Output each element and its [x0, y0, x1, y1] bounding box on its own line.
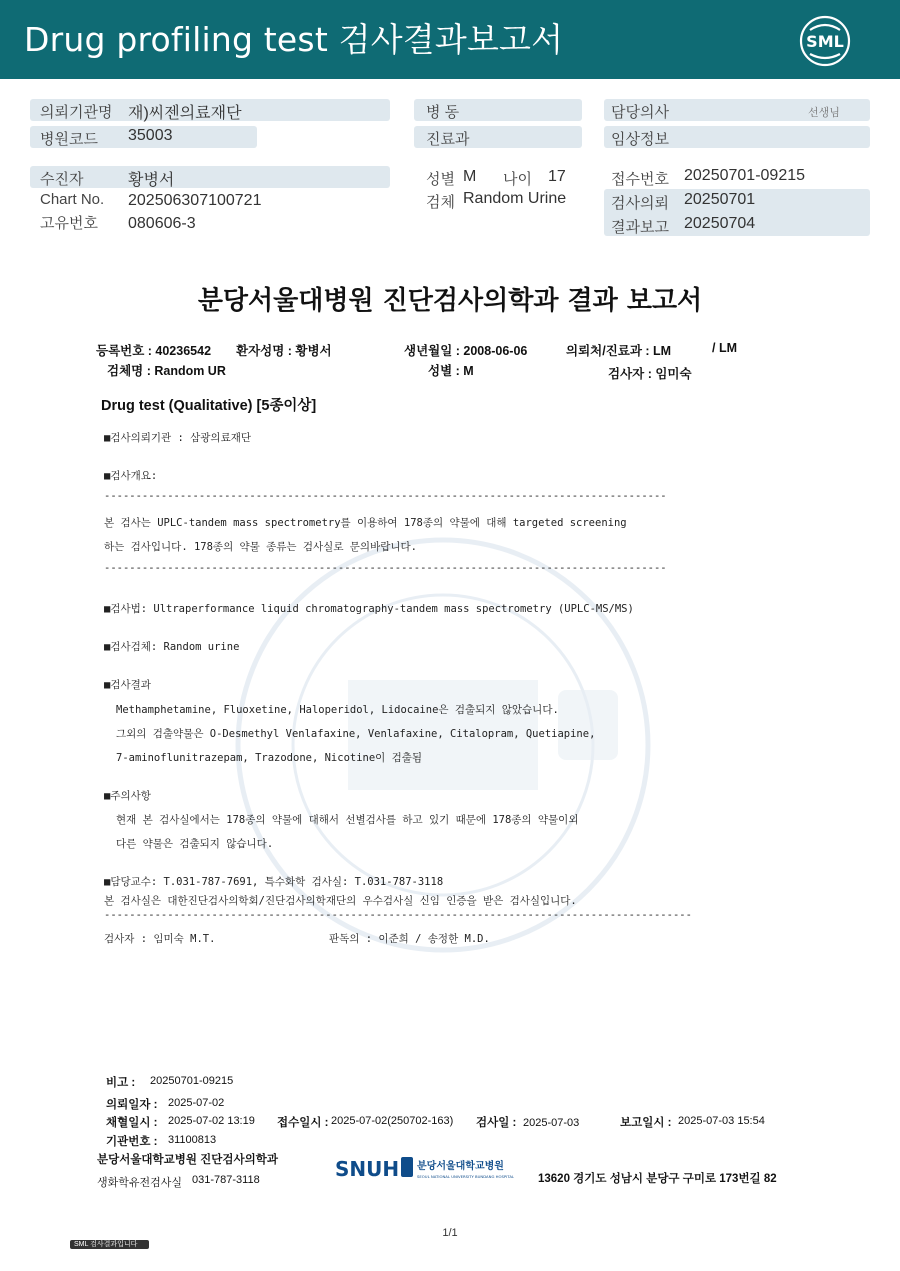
- snuh-logo-mark: [401, 1157, 413, 1177]
- request-value: 20250701: [684, 191, 756, 208]
- meta-specimen: 검체명 : Random UR: [107, 364, 226, 378]
- patient-value: 황병서: [128, 172, 175, 189]
- request-date-value: 2025-07-02: [168, 1097, 225, 1109]
- receipt-value: 20250701-09215: [684, 167, 806, 184]
- note-label: 비고 :: [106, 1077, 136, 1089]
- snuh-logo-name-en: SEOUL NATIONAL UNIVERSITY BUNDANG HOSPITAL: [417, 1174, 515, 1179]
- chart-value: 202506307100721: [128, 192, 262, 209]
- department-label: 진료과: [426, 131, 470, 148]
- snuh-logo-name-ko: 분당서울대학교병원: [417, 1161, 504, 1172]
- chart-label: Chart No.: [40, 191, 105, 208]
- bottom-tab-label: SML 검사결과입니다: [74, 1241, 138, 1248]
- specimen-label: 검체: [426, 194, 455, 211]
- report-time-label: 보고일시 :: [620, 1117, 672, 1129]
- line-institution: ■검사의뢰기관 : 삼광의료재단: [104, 432, 252, 444]
- test-date-value: 2025-07-03: [523, 1117, 580, 1129]
- line-specimen: ■검사검체: Random urine: [104, 641, 240, 653]
- snuh-logo: [335, 1154, 515, 1184]
- bottom-tab: [70, 1240, 149, 1249]
- institution-label: 의뢰기관명: [40, 104, 113, 121]
- page-number: 1/1: [442, 1227, 458, 1239]
- hospital-code-label: 병원코드: [40, 131, 98, 148]
- result-line-1: Methamphetamine, Fluoxetine, Haloperidol, Lidocaine은 검출되지 않았습니다.: [116, 704, 559, 716]
- clinical-label: 임상정보: [611, 131, 669, 148]
- doctor-suffix: 선생님: [808, 107, 840, 119]
- page-title: Drug profiling test 검사결과보고서: [24, 20, 564, 59]
- lab-phone: 031-787-3118: [192, 1174, 260, 1186]
- certification-line: 본 검사실은 대한진단검사의학회/진단검사의학재단의 우수검사실 신임 인증을 받은 검사실입니다.: [104, 895, 577, 907]
- reader-line: 판독의 : 이준희 / 송정한 M.D.: [329, 933, 490, 945]
- specimen-value: Random Urine: [463, 190, 567, 207]
- dept-name: 분당서울대학교병원 진단검사의학과: [97, 1154, 278, 1166]
- caution-heading: ■주의사항: [104, 790, 151, 802]
- meta-dept: 의뢰처/진료과 : LM: [566, 344, 672, 358]
- caution-line-2: 다른 약물은 검출되지 않습니다.: [116, 838, 274, 850]
- request-date-label: 의뢰일자 :: [106, 1099, 158, 1111]
- institution-value: 재)씨젠의료재단: [128, 105, 242, 122]
- dash-line-1: -----------------------------------------------------------------------------------------: [104, 490, 667, 502]
- overview-text-1: 본 검사는 UPLC-tandem mass spectrometry를 이용하여 178종의 약물에 대해 targeted screening: [104, 517, 627, 529]
- examiner-line: 검사자 : 임미숙 M.T.: [104, 933, 216, 945]
- result-line-2: 그외의 검출약물은 O-Desmethyl Venlafaxine, Venlafaxine, Citalopram, Quetiapine,: [116, 728, 596, 740]
- patient-bar: [30, 166, 390, 188]
- meta-sex: 성별 : M: [428, 364, 474, 378]
- request-label: 검사의뢰: [611, 195, 669, 212]
- report-value: 20250704: [684, 215, 756, 232]
- meta-birth: 생년월일 : 2008-06-06: [404, 344, 528, 358]
- header-banner: [0, 0, 900, 79]
- dash-line-3: ---------------------------------------------------------------------------------------------: [104, 909, 692, 921]
- line-method: ■검사법: Ultraperformance liquid chromatography-tandem mass spectrometry (UPLC-MS/MS): [104, 603, 634, 615]
- test-date-label: 검사일 :: [476, 1117, 517, 1129]
- meta-dept2: / LM: [712, 341, 737, 355]
- collect-label: 채혈일시 :: [106, 1117, 158, 1129]
- sml-logo-text: SML: [806, 32, 844, 51]
- note-value: 20250701-09215: [150, 1075, 234, 1087]
- doctor-label: 담당의사: [611, 104, 669, 121]
- age-value: 17: [548, 168, 566, 185]
- unique-label: 고유번호: [40, 215, 98, 232]
- unique-value: 080606-3: [128, 215, 196, 232]
- meta-reg-no: 등록번호 : 40236542: [96, 344, 212, 358]
- report-time-value: 2025-07-03 15:54: [678, 1115, 765, 1127]
- hospital-code-value: 35003: [128, 127, 173, 144]
- caution-line-1: 현재 본 검사실에서는 178종의 약물에 대해서 선별검사를 하고 있기 때문에 178종의 약물이외: [116, 814, 579, 826]
- age-label: 나이: [503, 171, 532, 188]
- snuh-logo-text: SNUH: [335, 1157, 400, 1181]
- report-title: 분당서울대병원 진단검사의학과 결과 보고서: [197, 286, 703, 316]
- sml-logo: [798, 14, 852, 68]
- line-overview: ■검사개요:: [104, 470, 158, 482]
- org-no-value: 31100813: [168, 1134, 217, 1146]
- contact-line: ■담당교수: T.031-787-7691, 특수화학 검사실: T.031-787-3118: [104, 876, 444, 888]
- dash-line-2: -----------------------------------------------------------------------------------------: [104, 562, 667, 574]
- overview-text-2: 하는 검사입니다. 178종의 약물 종류는 검사실로 문의바랍니다.: [104, 541, 417, 553]
- receipt-label: 접수번호: [611, 171, 669, 188]
- result-heading: ■검사결과: [104, 679, 151, 691]
- collect-value: 2025-07-02 13:19: [168, 1115, 255, 1127]
- receive-value: 2025-07-02(250702-163): [331, 1115, 454, 1127]
- sex-label: 성별: [426, 171, 455, 188]
- meta-patient-name: 환자성명 : 황병서: [236, 344, 332, 358]
- meta-examiner: 검사자 : 임미숙: [608, 367, 692, 381]
- ward-label: 병 동: [426, 104, 460, 121]
- test-name: Drug test (Qualitative) [5종이상]: [101, 398, 317, 414]
- address: 13620 경기도 성남시 분당구 구미로 173번길 82: [538, 1173, 777, 1185]
- lab-name: 생화학유전검사실: [97, 1177, 183, 1189]
- sex-value: M: [463, 168, 477, 185]
- report-label: 결과보고: [611, 219, 669, 236]
- patient-label: 수진자: [40, 171, 84, 188]
- receive-label: 접수일시 :: [277, 1117, 329, 1129]
- result-line-3: 7-aminoflunitrazepam, Trazodone, Nicotine이 검출됨: [116, 752, 423, 764]
- org-no-label: 기관번호 :: [106, 1136, 158, 1148]
